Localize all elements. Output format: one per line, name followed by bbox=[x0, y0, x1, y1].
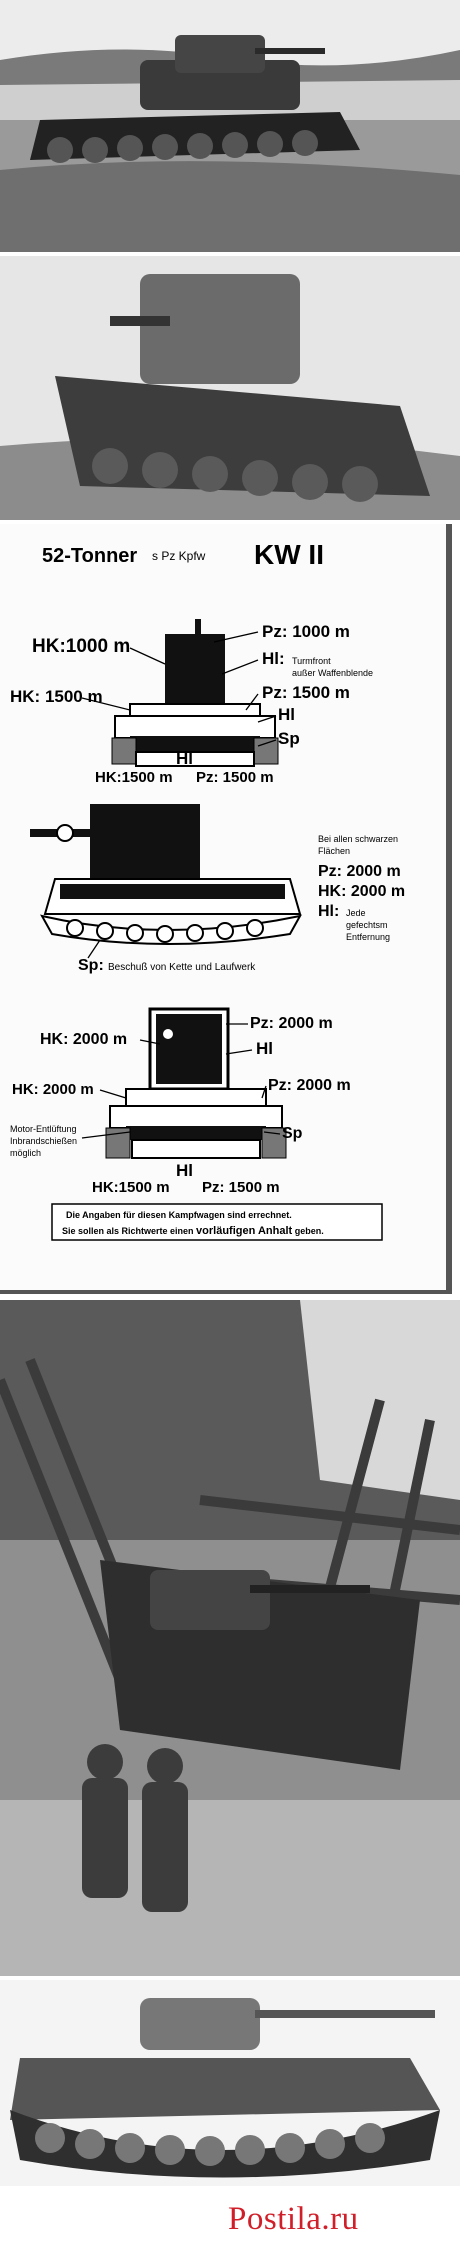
tank-photo-2 bbox=[0, 256, 460, 520]
front-hk-bottom: HK:1500 m bbox=[95, 769, 173, 786]
footnote-line2-post: geben. bbox=[292, 1226, 324, 1236]
tank-photo-4-image bbox=[0, 1980, 460, 2186]
rear-sp: Sp bbox=[282, 1125, 303, 1142]
front-hl-bottom: Hl bbox=[176, 749, 193, 768]
side-view-drawing bbox=[30, 804, 300, 944]
side-sp-note: Beschuß von Kette und Laufwerk bbox=[108, 962, 256, 973]
front-hk-1000: HK:1000 m bbox=[32, 636, 131, 657]
title-type: KW II bbox=[254, 539, 324, 570]
rear-hl: Hl bbox=[256, 1039, 273, 1058]
title-sub: s Pz Kpfw bbox=[152, 549, 206, 563]
side-pz: Pz: 2000 m bbox=[318, 863, 401, 880]
side-leader-line bbox=[88, 940, 100, 958]
tank-bridge-photo bbox=[0, 1300, 460, 1976]
side-hl-note1: Jede bbox=[346, 908, 366, 918]
side-hl-note3: Entfernung bbox=[346, 932, 391, 942]
front-hk-1500: HK: 1500 m bbox=[10, 687, 103, 706]
side-sp: Sp: bbox=[78, 957, 104, 974]
front-hl-turret-note2: außer Waffenblende bbox=[292, 668, 374, 678]
front-hl-turret: Hl: bbox=[262, 649, 285, 668]
rear-motor-note3: möglich bbox=[10, 1148, 42, 1158]
tank-photo-2-image bbox=[0, 256, 460, 520]
rear-hk-mid: HK: 2000 m bbox=[12, 1081, 94, 1098]
side-hk: HK: 2000 m bbox=[318, 883, 406, 900]
footnote-line2 bbox=[62, 1225, 324, 1237]
armor-diagram-sheet bbox=[0, 524, 452, 1294]
armor-diagram bbox=[0, 524, 446, 1290]
side-hl: Hl: bbox=[318, 903, 340, 920]
footnote-line2-em: vorläufigen Anhalt bbox=[196, 1225, 293, 1237]
rear-pz-mid: Pz: 2000 m bbox=[268, 1077, 351, 1094]
front-pz-1500: Pz: 1500 m bbox=[262, 683, 350, 702]
front-sp: Sp bbox=[278, 729, 300, 748]
rear-motor-note1: Motor-Entlüftung bbox=[10, 1124, 77, 1134]
rear-motor-note2: Inbrandschießen bbox=[10, 1136, 78, 1146]
front-pz-1000: Pz: 1000 m bbox=[262, 622, 350, 641]
rear-hk-bottom: HK:1500 m bbox=[92, 1179, 170, 1196]
front-hl-turret-note1: Turmfront bbox=[292, 656, 331, 666]
front-hl: Hl bbox=[278, 705, 295, 724]
side-hl-note2: gefechtsm bbox=[346, 920, 388, 930]
footnote-line2-pre: Sie sollen als Richtwerte einen bbox=[62, 1226, 197, 1236]
title-main: 52-Tonner bbox=[42, 545, 138, 567]
front-view-drawing bbox=[112, 619, 278, 766]
rear-hk-top: HK: 2000 m bbox=[40, 1031, 128, 1048]
rear-pz-top: Pz: 2000 m bbox=[250, 1015, 333, 1032]
rear-hl-bottom: Hl bbox=[176, 1161, 193, 1180]
front-pz-bottom: Pz: 1500 m bbox=[196, 769, 274, 786]
tank-photo-1-image bbox=[0, 0, 460, 252]
tank-photo-1 bbox=[0, 0, 460, 252]
tank-photo-4 bbox=[0, 1980, 460, 2186]
rear-pz-bottom: Pz: 1500 m bbox=[202, 1179, 280, 1196]
side-note2: Flächen bbox=[318, 846, 351, 856]
site-logo[interactable]: Postila.ru bbox=[228, 2201, 359, 2237]
side-note1: Bei allen schwarzen bbox=[318, 834, 399, 844]
tank-bridge-photo-image bbox=[0, 1300, 460, 1976]
footnote-line1: Die Angaben für diesen Kampfwagen sind errechnet. bbox=[66, 1210, 292, 1220]
